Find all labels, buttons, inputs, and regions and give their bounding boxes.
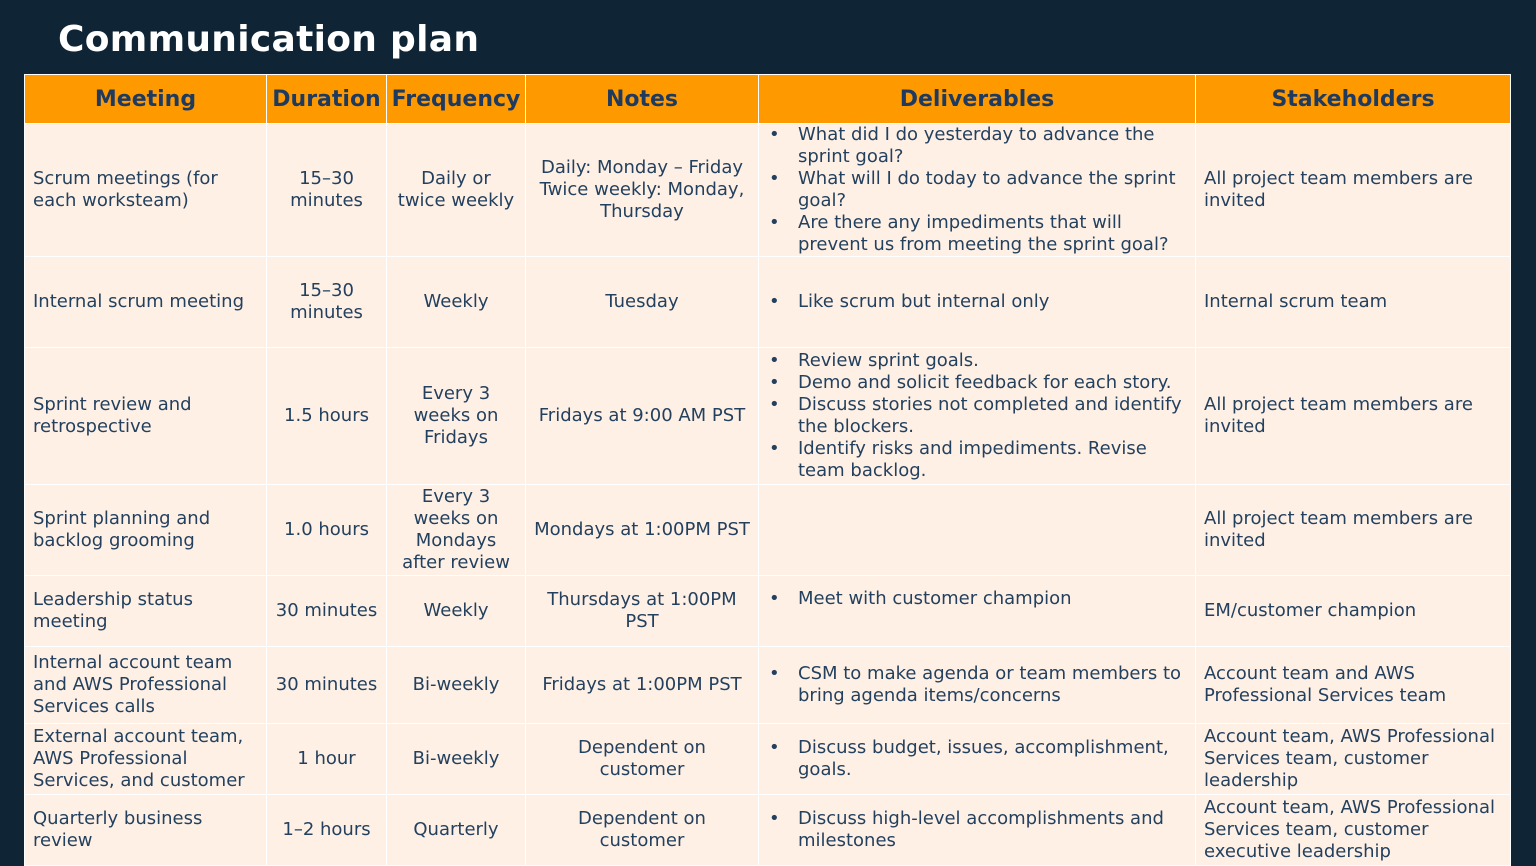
deliverable-item: • Meet with customer champion <box>767 588 1187 610</box>
duration-cell: 30 minutes <box>267 576 387 647</box>
notes-cell: Dependent on customer <box>526 795 759 866</box>
column-header-stakeholders: Stakeholders <box>1196 75 1511 124</box>
deliverable-item: • Discuss budget, issues, accomplishment, goals. <box>767 737 1187 781</box>
deliverable-item: • What did I do yesterday to advance the sprint goal? <box>767 124 1187 168</box>
duration-cell: 30 minutes <box>267 647 387 724</box>
notes-line: Twice weekly: Monday, Thursday <box>539 179 745 222</box>
deliverables-cell <box>759 257 1196 348</box>
stakeholders-cell: EM/customer champion <box>1196 576 1511 647</box>
stakeholders-cell: All project team members are invited <box>1196 348 1511 485</box>
meeting-cell: Sprint planning and backlog grooming <box>25 485 267 576</box>
notes-cell: Dependent on customer <box>526 724 759 795</box>
stakeholders-cell: All project team members are invited <box>1196 124 1511 257</box>
table-row <box>25 124 1511 257</box>
frequency-cell: Weekly <box>387 576 526 647</box>
meeting-cell: Scrum meetings (for each worksteam) <box>25 124 267 257</box>
column-header-duration: Duration <box>267 75 387 124</box>
frequency-cell: Daily or twice weekly <box>387 124 526 257</box>
meeting-cell: Quarterly business review <box>25 795 267 866</box>
meeting-cell: Internal account team and AWS Professional Services calls <box>25 647 267 724</box>
deliverable-item: • Discuss high-level accomplishments and milestones <box>767 808 1187 852</box>
notes-cell: Fridays at 1:00PM PST <box>526 647 759 724</box>
duration-cell: 1.0 hours <box>267 485 387 576</box>
deliverable-item: • CSM to make agenda or team members to bring agenda items/concerns <box>767 663 1187 707</box>
deliverables-cell <box>759 124 1196 257</box>
table-row <box>25 485 1511 576</box>
column-header-meeting: Meeting <box>25 75 267 124</box>
column-header-deliverables: Deliverables <box>759 75 1196 124</box>
deliverables-cell <box>759 647 1196 724</box>
deliverables-cell <box>759 485 1196 576</box>
frequency-cell: Bi-weekly <box>387 724 526 795</box>
duration-cell: 15–30 minutes <box>267 124 387 257</box>
notes-cell: Thursdays at 1:00PM PST <box>526 576 759 647</box>
page-title: Communication plan <box>58 19 480 60</box>
deliverable-item: • Like scrum but internal only <box>767 291 1187 313</box>
deliverable-item: • Review sprint goals. <box>767 350 1187 372</box>
duration-cell: 15–30 minutes <box>267 257 387 348</box>
stakeholders-cell: Internal scrum team <box>1196 257 1511 348</box>
duration-cell: 1.5 hours <box>267 348 387 485</box>
table-header-row <box>25 75 1511 124</box>
deliverable-item: • What will I do today to advance the sprint goal? <box>767 168 1187 212</box>
table-row <box>25 724 1511 795</box>
deliverable-item: • Identify risks and impediments. Revise team backlog. <box>767 438 1187 482</box>
deliverables-cell <box>759 795 1196 866</box>
notes-cell: Fridays at 9:00 AM PST <box>526 348 759 485</box>
frequency-cell: Weekly <box>387 257 526 348</box>
deliverable-item: • Demo and solicit feedback for each story. <box>767 372 1187 394</box>
deliverables-cell <box>759 724 1196 795</box>
table-row <box>25 348 1511 485</box>
frequency-cell: Every 3 weeks on Mondays after review <box>387 485 526 576</box>
duration-cell: 1–2 hours <box>267 795 387 866</box>
notes-line: Daily: Monday – Friday <box>540 157 744 178</box>
deliverables-cell <box>759 348 1196 485</box>
deliverable-item: • Discuss stories not completed and identify the blockers. <box>767 394 1187 438</box>
column-header-notes: Notes <box>526 75 759 124</box>
notes-cell <box>526 124 759 257</box>
stakeholders-cell: All project team members are invited <box>1196 485 1511 576</box>
stakeholders-cell: Account team, AWS Professional Services team, customer executive leadership <box>1196 795 1511 866</box>
duration-cell: 1 hour <box>267 724 387 795</box>
table-row <box>25 647 1511 724</box>
stakeholders-cell: Account team and AWS Professional Services team <box>1196 647 1511 724</box>
deliverable-item: • Are there any impediments that will prevent us from meeting the sprint goal? <box>767 212 1187 256</box>
table-row <box>25 576 1511 647</box>
column-header-frequency: Frequency <box>387 75 526 124</box>
meeting-cell: Leadership status meeting <box>25 576 267 647</box>
table-row <box>25 257 1511 348</box>
meeting-cell: External account team, AWS Professional Services, and customer <box>25 724 267 795</box>
notes-cell: Mondays at 1:00PM PST <box>526 485 759 576</box>
meeting-cell: Internal scrum meeting <box>25 257 267 348</box>
table-row <box>25 795 1511 866</box>
stakeholders-cell: Account team, AWS Professional Services team, customer leadership <box>1196 724 1511 795</box>
frequency-cell: Bi-weekly <box>387 647 526 724</box>
communication-plan-table <box>24 74 1511 866</box>
meeting-cell: Sprint review and retrospective <box>25 348 267 485</box>
frequency-cell: Quarterly <box>387 795 526 866</box>
frequency-cell: Every 3 weeks on Fridays <box>387 348 526 485</box>
deliverables-cell <box>759 576 1196 647</box>
notes-cell: Tuesday <box>526 257 759 348</box>
